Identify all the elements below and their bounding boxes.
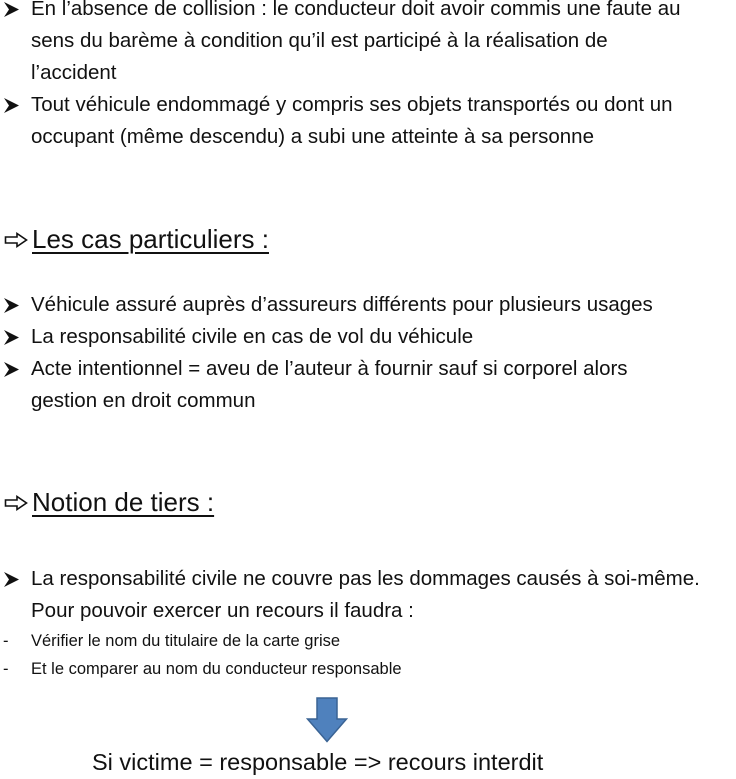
bullet-text-line: gestion en droit commun [31,389,256,412]
bullet-item-responsabilite-civile [0,563,736,627]
bullet-text-line: occupant (même descendu) a subi une atteinte à sa personne [31,125,594,148]
bullet-item-acte-intentionnel [0,353,736,417]
bullet-text-line: Acte intentionnel = aveu de l’auteur à fournir sauf si corporel alors [31,357,628,380]
arrowhead-bullet-icon [2,289,24,321]
arrowhead-bullet-icon [2,0,24,25]
heading-notion-de-tiers [4,485,214,521]
arrowhead-bullet-icon [2,353,24,385]
arrowhead-bullet-icon [2,321,24,353]
bullet-item-vehicule-endommage [0,89,736,153]
arrowhead-bullet-icon [2,563,24,595]
conclusion-text: Si victime = responsable => recours interdit [92,749,544,775]
arrowhead-bullet-icon [2,89,24,121]
dash-item-text: Vérifier le nom du titulaire de la carte grise [31,632,341,650]
bullet-text-line: sens du barème à condition qu’il est participé à la réalisation de [31,29,608,52]
bullet-text-line: l’accident [31,61,117,84]
heading-text: Les cas particuliers : [32,224,269,254]
bullet-text-line: La responsabilité civile en cas de vol du véhicule [31,325,474,348]
hollow-right-arrow-icon [4,485,28,519]
dash-item-verifier-nom [0,627,736,655]
bullet-text-line: La responsabilité civile ne couvre pas les dommages causés à soi-même. [31,567,700,590]
dash-item-text: Et le comparer au nom du conducteur responsable [31,660,402,678]
heading-cas-particuliers [4,222,269,258]
dash-marker: - [3,632,9,650]
dash-marker: - [3,660,9,678]
cas-particuliers-list [0,289,736,417]
bullet-item-assureurs-differents [0,289,736,321]
dash-item-comparer-nom [0,655,736,683]
bullet-text-line: Véhicule assuré auprès d’assureurs différents pour plusieurs usages [31,293,653,316]
bullet-text-line: En l’absence de collision : le conducteur doit avoir commis une faute au [31,0,681,20]
bullet-item-absence-collision [0,0,736,89]
down-arrow-icon [306,697,348,748]
bullet-item-vol-vehicule [0,321,736,353]
hollow-right-arrow-icon [4,222,28,256]
notion-de-tiers-list [0,563,736,683]
intro-section [0,0,736,153]
bullet-text-line: Pour pouvoir exercer un recours il faudra : [31,599,414,622]
bullet-text-line: Tout véhicule endommagé y compris ses objets transportés ou dont un [31,93,673,116]
heading-text: Notion de tiers : [32,487,215,517]
